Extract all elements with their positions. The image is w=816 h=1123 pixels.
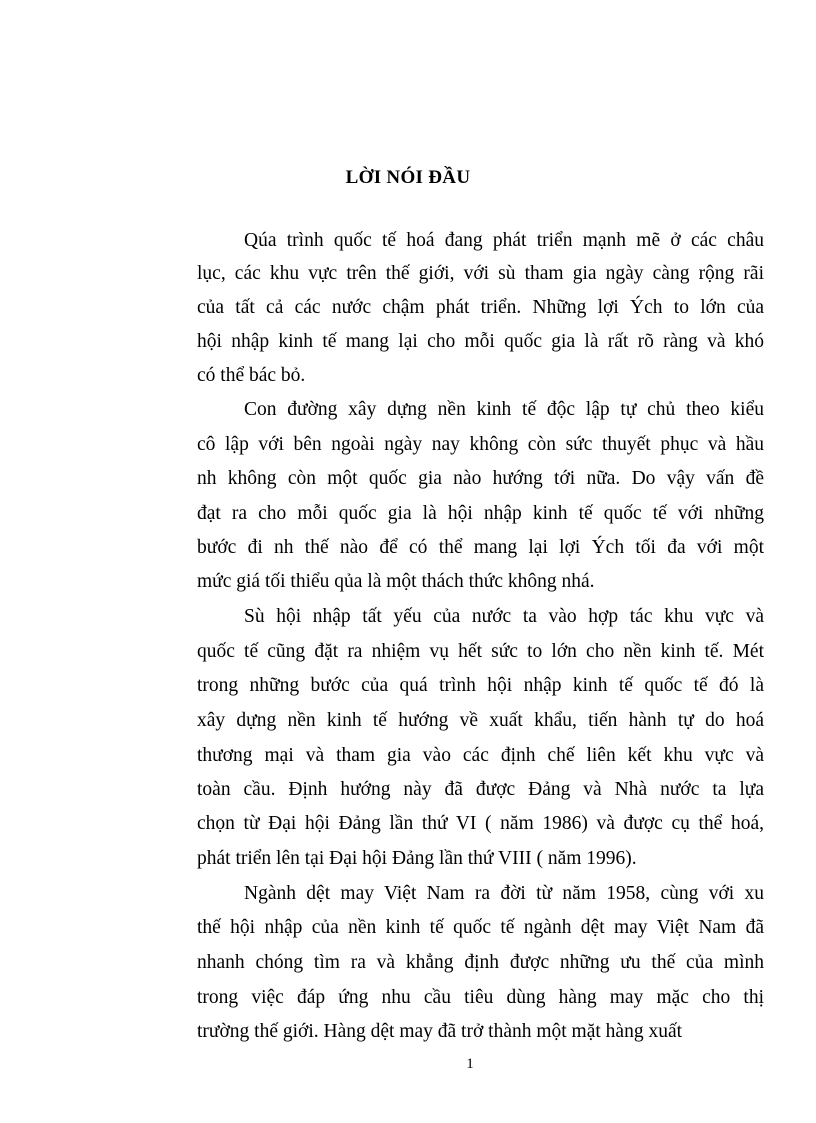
paragraph-line: xây dựng nền kinh tế hướng về xuất khẩu, tiến hành tự do hoá: [197, 710, 764, 731]
paragraph-line: quốc tế cũng đặt ra nhiệm vụ hết sức to lớn cho nền kinh tế. Mét: [197, 641, 764, 662]
paragraph-line: chọn từ Đại hội Đảng lần thứ VI ( năm 1986) và được cụ thể hoá,: [197, 813, 764, 834]
paragraph-line: hội nhập kinh tế mang lại cho mỗi quốc gia là rất rõ ràng và khó: [197, 331, 764, 352]
paragraph-line: phát triển lên tại Đại hội Đảng lần thứ VIII ( năm 1996).: [197, 848, 637, 869]
paragraph-line: thế hội nhập của nền kinh tế quốc tế ngành dệt may Việt Nam đã: [197, 917, 764, 938]
paragraph-line: nhanh chóng tìm ra và khẳng định được những ưu thế của mình: [197, 952, 764, 973]
paragraph-line: mức giá tối thiểu qủa là một thách thức không nhá.: [197, 571, 595, 592]
paragraph-line: Qúa trình quốc tế hoá đang phát triển mạnh mẽ ở các châu: [244, 230, 764, 251]
paragraph-line: nh không còn một quốc gia nào hướng tới nữa. Do vậy vấn đề: [197, 468, 764, 489]
paragraph-line: Con đường xây dựng nền kinh tế độc lập tự chủ theo kiểu: [244, 399, 764, 420]
paragraph-line: cô lập với bên ngoài ngày nay không còn sức thuyết phục và hầu: [197, 434, 764, 455]
paragraph-line: lục, các khu vực trên thế giới, với sù tham gia ngày càng rộng rãi: [197, 263, 764, 284]
paragraph-line: trường thế giới. Hàng dệt may đã trở thành một mặt hàng xuất: [197, 1021, 683, 1042]
paragraph-line: trong những bước của quá trình hội nhập kinh tế quốc tế đó là: [197, 675, 764, 696]
paragraph-line: Ngành dệt may Việt Nam ra đời từ năm 1958, cùng với xu: [244, 883, 764, 904]
paragraph-line: bước đi nh thế nào để có thể mang lại lợi Ých tối đa với một: [197, 537, 764, 558]
paragraph-line: Sù hội nhập tất yếu của nước ta vào hợp tác khu vực và: [244, 606, 764, 627]
paragraph-line: có thể bác bỏ.: [197, 365, 306, 386]
paragraph-line: đạt ra cho mỗi quốc gia là hội nhập kinh tế quốc tế với những: [197, 503, 764, 524]
paragraph-line: của tất cả các nước chậm phát triển. Những lợi Ých to lớn của: [197, 297, 764, 318]
paragraph-line: thương mại và tham gia vào các định chế liên kết khu vực và: [197, 745, 764, 766]
paragraph-line: toàn cầu. Định hướng này đã được Đảng và Nhà nước ta lựa: [197, 779, 764, 800]
page-number: 1: [466, 1056, 474, 1072]
paragraph-line: trong việc đáp ứng nhu cầu tiêu dùng hàng may mặc cho thị: [197, 987, 764, 1008]
page-title: LỜI NÓI ĐẦU: [345, 167, 471, 188]
